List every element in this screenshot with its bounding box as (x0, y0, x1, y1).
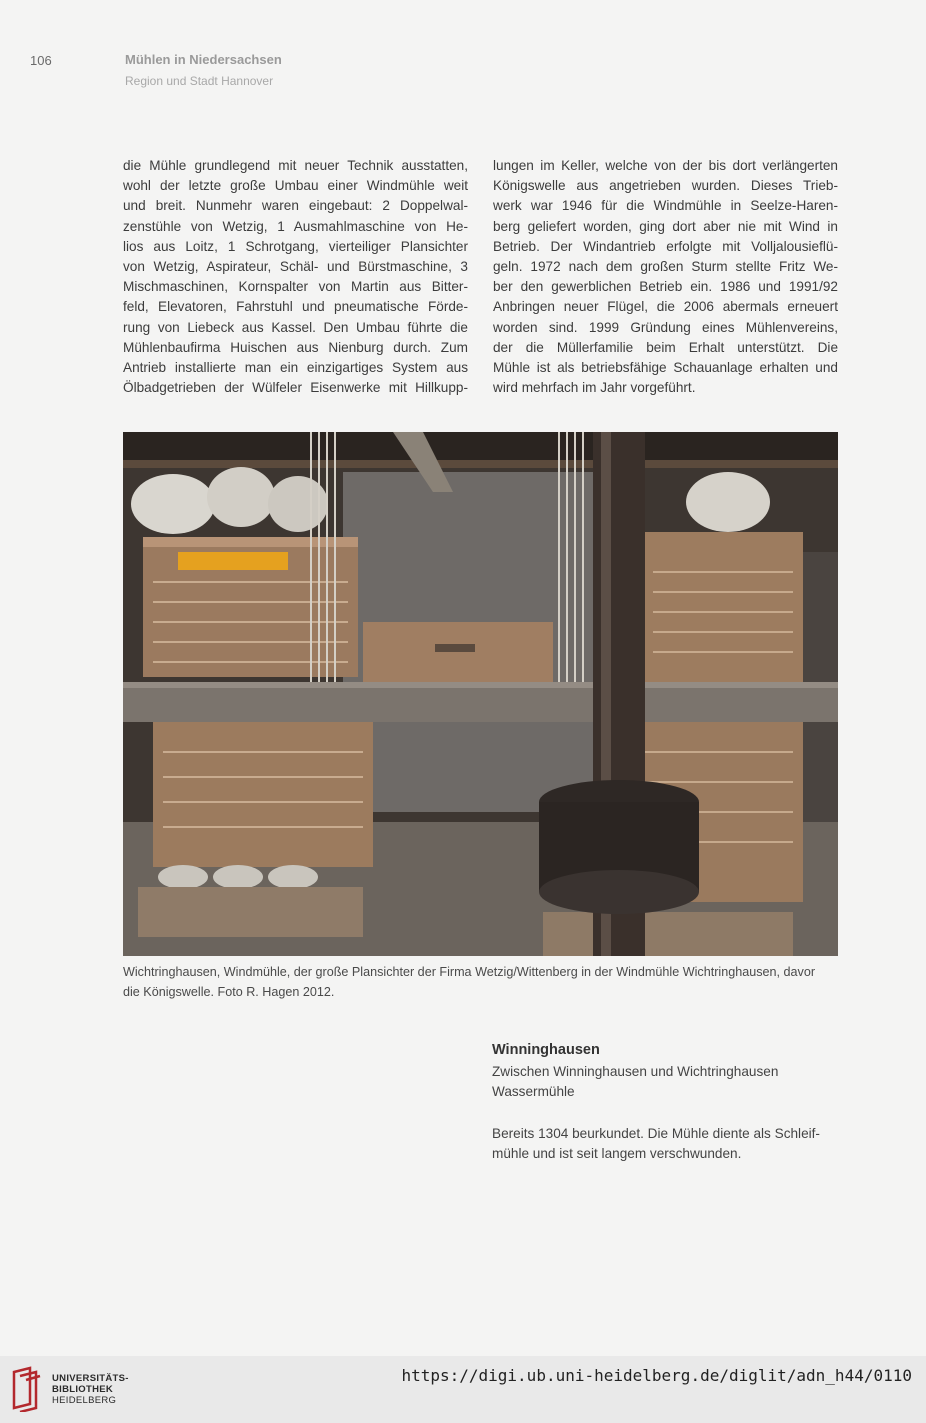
caption-line: Wichtringhausen, Windmühle, der große Plansichter der Firma Wetzig/Wittenberg in der Windmühle Wichtringhausen, davor (123, 965, 816, 979)
text-line: Anbringen neuer Flügel, die 2006 abermals erneuert (493, 299, 838, 315)
text-line: Königswelle aus angetrieben wurden. Dieses Trieb- (493, 178, 838, 194)
section-body (492, 1124, 838, 1164)
text-line: lungen im Keller, welche von der bis dort verlängerten (493, 158, 838, 173)
section-title: Winninghausen (492, 1042, 600, 1058)
logo-line: HEIDELBERG (52, 1395, 117, 1406)
library-logo-text (52, 1373, 129, 1406)
section-body-line: Bereits 1304 beurkundet. Die Mühle diente als Schleif- (492, 1126, 820, 1141)
mill-photograph (123, 432, 838, 956)
text-line: Mühle ist als betriebsfähige Schauanlage erhalten und (493, 360, 838, 376)
page-number: 106 (30, 53, 52, 68)
text-line: wird mehrfach im Jahr vorgeführt. (493, 380, 696, 396)
text-line: worden sind. 1999 Gründung eines Mühlenvereins, (493, 319, 838, 335)
logo-line: BIBLIOTHEK (52, 1384, 114, 1395)
library-logo-icon (10, 1366, 44, 1412)
section-subtitle (492, 1062, 778, 1102)
text-line: von Wetzig, Aspirateur, Schäl- und Bürstmaschine, 3 (123, 259, 468, 275)
section-subtitle-line: Wassermühle (492, 1084, 575, 1099)
text-line: berg geliefert worden, ging dort aber nie mit Wind in (493, 218, 838, 234)
text-line: Mischmaschinen, Kornspalter von Martin aus Bitter- (123, 279, 468, 295)
text-line: und breit. Nunmehr waren eingebaut: 2 Doppelwal- (123, 198, 468, 214)
text-line: der die Müllerfamilie beim Erhalt unterstützt. Die (493, 339, 838, 355)
photo-caption (123, 962, 843, 1002)
section-subtitle-line: Zwischen Winninghausen und Wichtringhausen (492, 1064, 779, 1079)
text-line: die Mühle grundlegend mit neuer Technik ausstatten, (123, 158, 468, 173)
text-line: werk war 1946 für die Windmühle in Seelze-Haren- (493, 198, 838, 214)
text-line: Mühlenbaufirma Huischen aus Nienburg durch. Zum (123, 339, 468, 355)
caption-line: die Königswelle. Foto R. Hagen 2012. (123, 985, 335, 999)
text-line: wohl der letzte große Umbau einer Windmühle weit (123, 178, 468, 194)
text-line: ber den gewerblichen Betrieb ein. 1986 und 1991/92 (493, 279, 838, 295)
text-line: zenstühle von Wetzig, 1 Ausmahlmaschine von He- (123, 218, 468, 234)
text-line: feld, Elevatoren, Fahrstuhl und pneumatische Förde- (123, 299, 468, 315)
text-line: Betrieb. Der Windantrieb erfolgte mit Volljalousieflü- (493, 238, 838, 254)
section-body-line: mühle und ist seit langem verschwunden. (492, 1146, 742, 1161)
text-line: geln. 1972 nach dem großen Sturm stellte Fritz We- (493, 259, 838, 275)
text-line: rung von Liebeck aus Kassel. Den Umbau führte die (123, 319, 468, 335)
body-column-left (123, 156, 468, 398)
text-line: Antrieb installierte man ein einzigartiges System aus (123, 360, 468, 376)
running-header-title: Mühlen in Niedersachsen (125, 52, 282, 67)
logo-line: UNIVERSITÄTS- (52, 1373, 129, 1384)
footer-bar (0, 1356, 926, 1423)
body-column-right (493, 156, 838, 398)
text-line: Ölbadgetrieben der Wülfeler Eisenwerke mit Hillkupp- (123, 380, 468, 396)
permalink-url[interactable]: https://digi.ub.uni-heidelberg.de/diglit/adn_h44/0110 (401, 1366, 912, 1385)
running-header-subtitle: Region und Stadt Hannover (125, 74, 274, 88)
text-line: lios aus Loitz, 1 Schrotgang, vierteiliger Plansichter (123, 238, 468, 254)
